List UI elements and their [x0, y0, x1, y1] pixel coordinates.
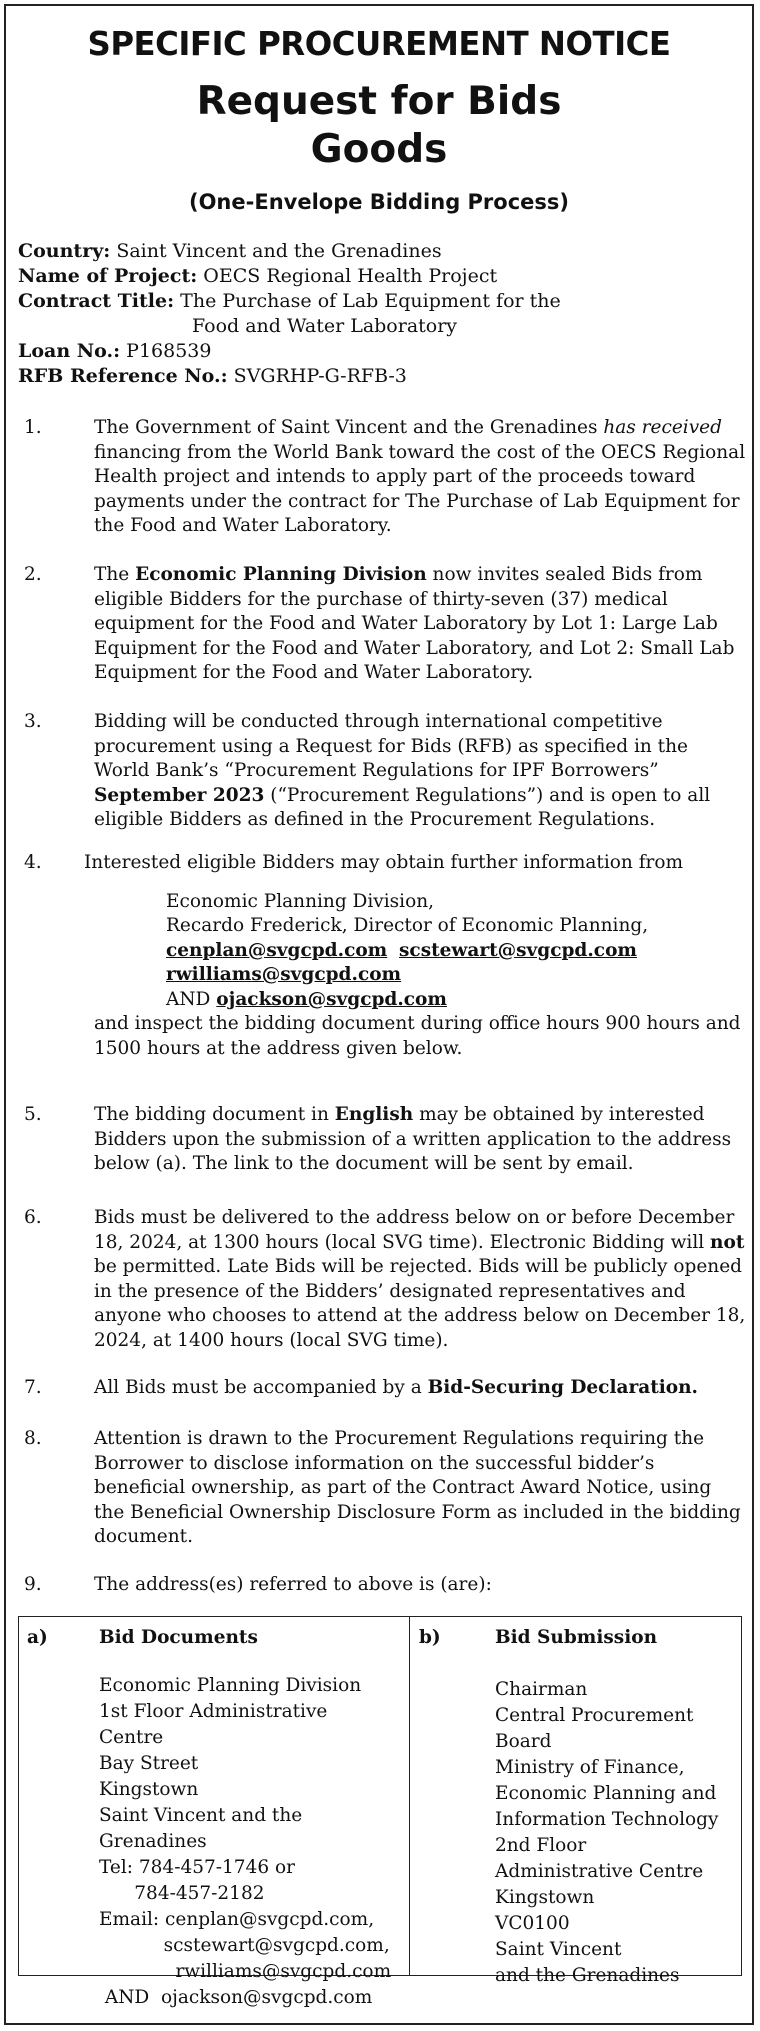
address-table — [18, 1616, 742, 2008]
bid-submission-heading: Bid Submission — [495, 1627, 658, 1648]
paragraph-number: 6. — [24, 1207, 42, 1228]
paragraph-number: 1. — [24, 417, 42, 438]
paragraph-number: 4. — [24, 852, 42, 873]
paragraph-outro: and inspect the bidding document during office hours 900 hours and 1500 hours at the address given below. — [94, 1013, 741, 1059]
paragraph-5 — [18, 1103, 746, 1177]
notice-page — [4, 4, 754, 2025]
paragraph-text — [94, 1206, 746, 1353]
request-title — [6, 78, 752, 174]
bid-submission-address: Chairman Central Procurement Board Ministry of Finance, Economic Planning and Information Technology 2nd Floor Administrative Centre Kingstown VC0100 Saint Vincent and the Grenadines — [495, 1679, 719, 1986]
bold-run: Economic Planning Division — [135, 564, 427, 585]
paragraph-text: The address(es) referred to above is (are): — [94, 1574, 492, 1595]
paragraph-8 — [18, 1427, 746, 1550]
bold-run: not — [710, 1231, 745, 1253]
paragraph-number: 7. — [24, 1377, 42, 1398]
paragraph-text — [94, 1103, 746, 1177]
email-link-rwilliams[interactable]: rwilliams@svgcpd.com — [166, 964, 402, 985]
contract-value-1: The Purchase of Lab Equipment for the — [180, 290, 561, 312]
text-run: be permitted. Late Bids will be rejected. Bids will be publicly opened in the presence of the Bidders’ designated representatives and anyone who chooses to attend at the address below on December 18, 2024, at 1400 hours (local SVG time). — [94, 1256, 746, 1351]
and-label: AND — [166, 988, 211, 1010]
paragraph-number: 8. — [24, 1428, 42, 1449]
paragraph-number: 5. — [24, 1104, 42, 1125]
paragraph-text — [94, 416, 746, 539]
project-value: OECS Regional Health Project — [203, 265, 498, 287]
paragraph-text — [94, 1376, 746, 1401]
text-run: The bidding document in — [94, 1104, 335, 1125]
contact-emails-line — [166, 939, 746, 964]
goods-title-line: Goods — [310, 127, 448, 172]
paragraph-9 — [18, 1573, 746, 1598]
column-letter: b) — [419, 1627, 441, 1648]
paragraph-4 — [18, 851, 746, 1061]
contact-person: Recardo Frederick, Director of Economic Planning, — [166, 915, 649, 936]
loan-value: P168539 — [126, 340, 212, 362]
paragraph-6 — [18, 1206, 746, 1353]
bid-documents-address: Economic Planning Division 1st Floor Administrative Centre Bay Street Kingstown Saint Vincent and the Grenadines Tel: 784-457-1746 or 784-457-2182 Email: cenplan@svgcpd.com, scstewart@svgcpd.com, rwilliams@svgcpd.com AND ojackson@svgcpd.com — [99, 1675, 392, 2008]
contact-org: Economic Planning Division, — [166, 890, 434, 912]
bold-run: English — [334, 1104, 414, 1125]
contract-row — [18, 289, 738, 339]
column-divider — [409, 1617, 410, 1975]
paragraph-7 — [18, 1376, 746, 1401]
process-subtitle: (One-Envelope Bidding Process) — [188, 190, 570, 214]
email-link-cenplan[interactable]: cenplan@svgcpd.com — [166, 939, 388, 961]
contract-label: Contract Title: — [18, 290, 175, 312]
paragraph-number: 9. — [24, 1574, 42, 1595]
text-run: The — [94, 564, 136, 585]
email-link-ojackson[interactable]: ojackson@svgcpd.com — [216, 988, 447, 1010]
text-run: now invites sealed Bids from eligible Bidders for the purchase of thirty-seven (37) medical equipment for the Food and Water Laboratory by Lot 1: Large Lab Equipment for the Food and Water Laboratory, and Lot 2: Small Lab Equipment for the Food and Water Laboratory. — [94, 564, 735, 683]
notice-title: SPECIFIC PROCUREMENT NOTICE — [87, 24, 671, 63]
request-title-line: Request for Bids — [196, 79, 562, 124]
paragraph-2 — [18, 563, 746, 686]
project-label: Name of Project: — [18, 265, 198, 287]
text-run: The Government of Saint Vincent and the Grenadines — [94, 417, 604, 438]
paragraph-number: 2. — [24, 564, 42, 585]
notice-meta — [18, 239, 738, 389]
rfb-label: RFB Reference No.: — [18, 365, 228, 387]
country-value: Saint Vincent and the Grenadines — [116, 240, 442, 262]
bold-run: Bid-Securing Declaration. — [427, 1377, 698, 1398]
rfb-row — [18, 364, 738, 389]
paragraph-1 — [18, 416, 746, 539]
paragraph-text — [94, 710, 746, 833]
loan-row — [18, 339, 738, 364]
country-row — [18, 239, 738, 264]
contact-email-line-2 — [166, 963, 746, 988]
bid-documents-heading: Bid Documents — [99, 1627, 258, 1648]
text-run: Bidding will be conducted through international competitive procurement using a Request for Bids (RFB) as specified in the World Bank’s “Procurement Regulations for IPF Borrowers” — [94, 711, 688, 781]
rfb-value: SVGRHP-G-RFB-3 — [233, 365, 407, 387]
email-link-scstewart[interactable]: scstewart@svgcpd.com — [399, 939, 637, 961]
text-run: Bids must be delivered to the address below on or before December 18, 2024, at 1300 hours (local SVG time). Electronic Bidding will — [94, 1207, 735, 1253]
paragraph-3 — [18, 710, 746, 833]
contract-value-2: Food and Water Laboratory — [192, 315, 458, 337]
text-run: (“Procurement Regulations”) and is open to all eligible Bidders as defined in the Procurement Regulations. — [94, 784, 711, 830]
column-letter: a) — [27, 1627, 48, 1648]
loan-label: Loan No.: — [18, 340, 121, 362]
paragraph-number: 3. — [24, 711, 42, 732]
country-label: Country: — [18, 240, 111, 262]
paragraph-intro: Interested eligible Bidders may obtain further information from — [84, 852, 684, 873]
project-row — [18, 264, 738, 289]
text-run: All Bids must be accompanied by a — [94, 1377, 428, 1398]
bold-run: September 2023 — [94, 784, 265, 806]
text-run: financing from the World Bank toward the cost of the OECS Regional Health project and intends to apply part of the proceeds toward payments under the contract for The Purchase of Lab Equipment for the Food and Water Laboratory. — [94, 441, 746, 536]
paragraph-text — [94, 563, 746, 686]
italic-run: has received — [603, 417, 722, 438]
contact-email-line-3 — [166, 988, 746, 1013]
text-run: may be obtained by interested Bidders upon the submission of a written application to the address below (a). The link to the document will be sent by email. — [94, 1104, 732, 1174]
paragraph-text: Attention is drawn to the Procurement Regulations requiring the Borrower to disclose information on the successful bidder’s beneficial ownership, as part of the Contract Award Notice, using the Beneficial Ownership Disclosure Form as included in the bidding document. — [94, 1428, 741, 1547]
